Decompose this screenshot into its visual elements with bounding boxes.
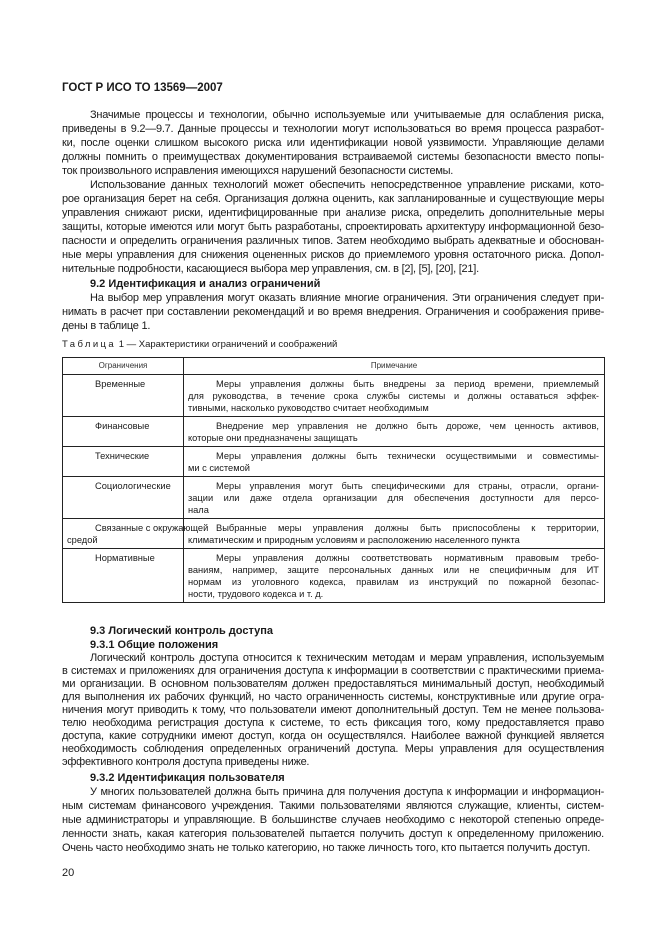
- text-line: Логический контроль доступа относится к техническим методам и мерам управления, используемым: [90, 652, 604, 664]
- table-row: [63, 549, 605, 603]
- text-line: управления снижают риски, идентифицированные при анализе риска, определить дополнительные меры: [62, 207, 604, 219]
- text-line: ми с системой: [188, 463, 250, 473]
- constraint-name: [63, 447, 184, 477]
- text-line: зации или даже отдела организации для обеспечения доступности для персо-: [188, 493, 599, 503]
- constraint-note: [184, 447, 605, 477]
- paragraph-9-2: [62, 291, 604, 333]
- paragraph-9-3-2: [62, 785, 604, 855]
- text-line: дены в таблице 1.: [62, 320, 151, 332]
- constraint-name: [63, 375, 184, 417]
- text-line: приведены в 9.2—9.7. Данные процессы и технологии могут использоваться во время процесса разработ-: [62, 123, 604, 135]
- text-line: для руководства, в течение срока службы системы и должны оставаться эффек-: [188, 391, 599, 401]
- table-caption-label: Таблица: [62, 339, 117, 350]
- constraint-name: [63, 477, 184, 519]
- text-line: нормам из уголовного кодекса, правилам из инструкций по пожарной безопас-: [188, 577, 599, 587]
- paragraph-1: [62, 108, 604, 178]
- constraint-name: [63, 417, 184, 447]
- text-line: Меры управления могут быть специфическими для страны, отрасли, органи-: [216, 481, 599, 491]
- text-line: ток произвольного исправления имеющихся нарушений безопасности системы.: [62, 165, 454, 177]
- section-heading-9-3: 9.3 Логический контроль доступа: [90, 625, 273, 637]
- text-line: телю необходима регистрация доступа к системе, то есть фиксация того, кому предоставляется право: [62, 717, 604, 729]
- paragraph-2: [62, 178, 604, 276]
- section-heading-9-3-1: 9.3.1 Общие положения: [90, 639, 219, 651]
- text-line: для выполнения их рабочих функций, но часто ограниченность системы, конструктивные или другие огра-: [62, 691, 604, 703]
- text-line: Меры управления должны быть технически осуществимыми и совместимы-: [216, 451, 599, 461]
- page-number: 20: [62, 867, 75, 879]
- table-row: [63, 417, 605, 447]
- text-line: Меры управления должны быть внедрены за период времени, приемлемый: [216, 379, 599, 389]
- section-heading-9-2: 9.2 Идентификация и анализ ограничений: [90, 278, 321, 290]
- table-row: [63, 375, 605, 417]
- text-line: Внедрение мер управления не должно быть дороже, чем ценность активов,: [216, 421, 599, 431]
- table-row: [63, 477, 605, 519]
- text-line: ности, трудового кодекса и т. д.: [188, 589, 324, 599]
- text-line: защиты, которые имеются или могут быть разработаны, спроектировать архитектуру информационной безо-: [62, 221, 604, 233]
- text-line: Выбранные меры управления должны быть приспособлены к территории,: [216, 523, 599, 533]
- text-line: необходимость соблюдения определенных ограничений доступа. Меры управления для осуществления: [62, 743, 604, 755]
- text-line: доступа, какие сотрудники имеют доступ, когда он осуществлялся. Наиболее важной функцией является: [62, 730, 604, 742]
- text-line: климатическим и природным условиям и расположению населенного пункта: [188, 535, 520, 545]
- section-heading-9-3-2: 9.3.2 Идентификация пользователя: [90, 772, 285, 784]
- document-header: ГОСТ Р ИСО ТО 13569—2007: [62, 82, 223, 94]
- text-line: ми организации. В основном пользователям должен предоставляться минимальный доступ, необходимый: [62, 678, 604, 690]
- paragraph-9-3-1: [62, 652, 604, 769]
- text-line: которые они предназначены защищать: [188, 433, 358, 443]
- text-line: Временные: [95, 379, 146, 389]
- text-line: рое организация берет на себя. Организация должна оценить, как запланированные и существующие меры: [62, 193, 604, 205]
- text-line: эффективного контроля доступа приведены ниже.: [62, 756, 310, 768]
- text-line: Использование данных технологий может обеспечить непосредственное управление рисками, кото-: [90, 179, 604, 191]
- constraint-note: [184, 477, 605, 519]
- text-line: ные администраторы и управляющие. В большинстве случаев необходимо с некоторой степенью опреде-: [62, 814, 604, 826]
- text-line: Значимые процессы и технологии, обычно используемые или учитываемые для ослабления риска,: [90, 109, 604, 121]
- text-line: На выбор мер управления могут оказать влияние многие ограничения. Эти ограничения следует при-: [90, 292, 604, 304]
- text-line: нительные подробности, касающиеся выбора мер управления, см. в [2], [5], [20], [21].: [62, 263, 479, 275]
- text-line: У многих пользователей должна быть причина для получения доступа к информации и информацион-: [90, 786, 604, 798]
- text-line: Связанные с окружающей: [95, 523, 209, 533]
- column-header-note: Примечание: [184, 358, 605, 375]
- text-line: должны помнить о преимуществах документирования встраиваемой системы безопасности вместо попы-: [62, 151, 604, 163]
- text-line: Технические: [95, 451, 150, 461]
- text-line: ничения могут приводить к тому, что пользователи имеют дополнительный доступ. Тем не менее пользова-: [62, 704, 604, 716]
- text-line: тивными, насколько руководство считает необходимым: [188, 403, 429, 413]
- table-caption-text: 1 — Характеристики ограничений и соображений: [116, 339, 338, 350]
- text-line: Социологические: [95, 481, 171, 491]
- text-line: ваниям, например, защите персональных данных или не специфичным для ИТ: [188, 565, 599, 575]
- text-line: Нормативные: [95, 553, 155, 563]
- text-line: Финансовые: [95, 421, 150, 431]
- text-line: Очень часто необходимо знать не только категорию, но также личность того, кто пытается получить доступ.: [62, 842, 591, 854]
- constraint-note: [184, 417, 605, 447]
- text-line: средой: [67, 535, 98, 545]
- text-line: ные меры управления для снижения оцененных рисков до приемлемого уровня остаточного риска. Допол-: [62, 249, 604, 261]
- text-line: в системах и приложениях для ограничения доступа к информации в соответствии с практическими приема-: [62, 665, 604, 677]
- constraint-name: [63, 549, 184, 603]
- text-line: нала: [188, 505, 209, 515]
- table-row: [63, 447, 605, 477]
- table-caption: [62, 339, 337, 351]
- constraint-note: [184, 549, 605, 603]
- constraints-table: [62, 357, 605, 603]
- text-line: пасности и определить ограничения различных типов. Затем необходимо выбрать адекватные и обоснован-: [62, 235, 604, 247]
- text-line: ленности знать, какая категория пользователей пытается получить доступ к определенному приложению.: [62, 828, 604, 840]
- table-row: [63, 519, 605, 549]
- text-line: ным системам финансового учреждения. Такими пользователями являются служащие, клиенты, систем-: [62, 800, 604, 812]
- text-line: Меры управления должны соответствовать нормативным правовым требо-: [216, 553, 599, 563]
- constraint-name: [63, 519, 209, 549]
- text-line: ки, после оценки слишком высокого риска или идентификации новой уязвимости. Управляющие делами: [62, 137, 604, 149]
- constraint-note: [184, 375, 605, 417]
- text-line: нимать в расчет при составлении рекомендаций и во время внедрения. Ограничения и соображения приве-: [62, 306, 604, 318]
- column-header-constraints: Ограничения: [63, 358, 184, 375]
- constraint-note: [184, 519, 605, 549]
